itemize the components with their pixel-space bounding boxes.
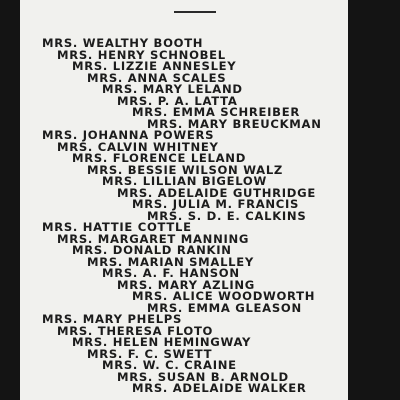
name-entry: MRS. EMMA SCHREIBER: [132, 105, 300, 119]
name-entry: MRS. HELEN HEMINGWAY: [72, 335, 252, 349]
name-entry: MRS. HATTIE COTTLE: [42, 220, 192, 234]
name-entry: MRS. MARIAN SMALLEY: [87, 254, 254, 269]
name-entry: MRS. A. F. HANSON: [102, 266, 240, 280]
name-entry: MRS. LIZZIE ANNESLEY: [72, 59, 237, 73]
name-entry: MRS. P. A. LATTA: [117, 93, 238, 108]
name-entry: MRS. CALVIN WHITNEY: [57, 139, 219, 154]
name-entry: MRS. W. C. CRAINE: [102, 358, 237, 372]
name-entry: MRS. WEALTHY BOOTH: [42, 36, 204, 50]
name-entry: MRS. MARY BREUCKMAN: [147, 116, 322, 131]
name-entry: MRS. JOHANNA POWERS: [42, 128, 215, 142]
name-entry: MRS. MARY LELAND: [102, 82, 243, 96]
name-entry: MRS. LILLIAN BIGELOW: [102, 174, 267, 188]
name-entry: MRS. MARY PHELPS: [42, 312, 183, 326]
name-entry: MRS. THERESA FLOTO: [57, 323, 214, 338]
name-entry: MRS. MARY AZLING: [117, 277, 255, 292]
name-entry: MRS. DONALD RANKIN: [72, 243, 232, 257]
name-entry: MRS. ADELAIDE GUTHRIDGE: [117, 185, 316, 200]
page: [20, 0, 348, 400]
divider-rule: [174, 11, 216, 13]
name-entry: MRS. HENRY SCHNOBEL: [57, 47, 226, 62]
name-entry: MRS. JULIA M. FRANCIS: [132, 197, 300, 211]
name-entry: MRS. ADELAIDE WALKER: [132, 381, 307, 395]
name-entry: MRS. S. D. E. CALKINS: [147, 208, 307, 223]
name-entry: MRS. MARGARET MANNING: [57, 231, 250, 246]
name-entry: MRS. BESSIE WILSON WALZ: [87, 162, 284, 177]
name-entry: MRS. EMMA GLEASON: [147, 300, 302, 315]
name-entry: MRS. SUSAN B. ARNOLD: [117, 369, 289, 384]
name-entry: MRS. F. C. SWETT: [87, 346, 213, 361]
name-entry: MRS. FLORENCE LELAND: [72, 151, 247, 165]
name-entry: MRS. ANNA SCALES: [87, 70, 227, 85]
name-entry: MRS. ALICE WOODWORTH: [132, 289, 316, 303]
